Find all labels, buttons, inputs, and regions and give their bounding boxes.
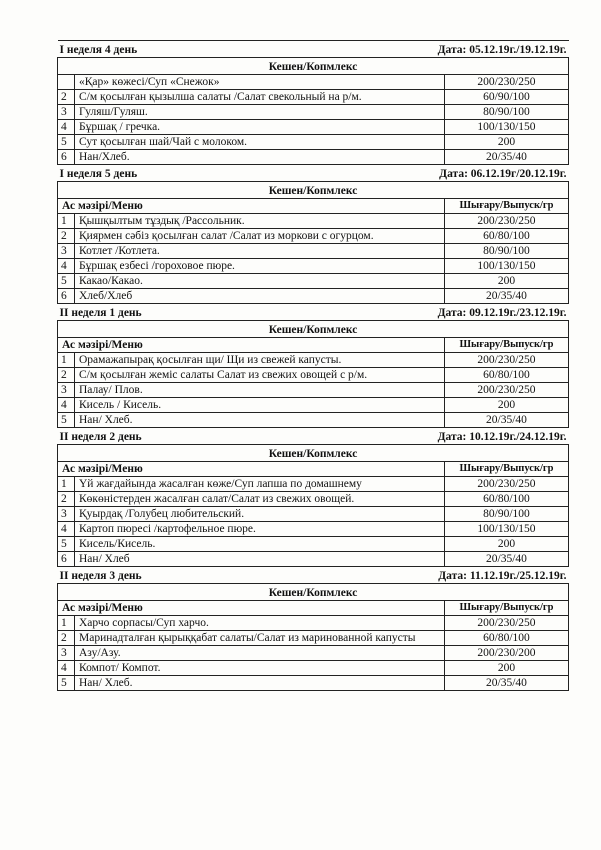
output-column-header: Шығару/Выпуск/гр <box>445 199 569 214</box>
date-label: Дата: 09.12.19г./23.12.19г. <box>437 307 567 319</box>
menu-column-header: Ас мәзірі/Меню <box>58 338 445 353</box>
complex-header: Кешен/Копмлекс <box>58 445 569 462</box>
column-header-row <box>58 601 569 616</box>
menu-row: 4 Кисель / Кисель. 200 <box>58 398 569 413</box>
menu-document <box>57 40 569 691</box>
date-label: Дата: 06.12.19г/20.12.19г. <box>439 168 567 180</box>
menu-row: 1 Қышқылтым тұздық /Рассольник. 200/230/250 <box>58 214 569 229</box>
complex-header: Кешен/Копмлекс <box>58 182 569 199</box>
menu-row: 2 С/м қосылған жеміс салаты Салат из свежих овощей с р/м. 60/80/100 <box>58 368 569 383</box>
output-column-header: Шығару/Выпуск/гр <box>445 338 569 353</box>
menu-row: 2 Көкөністерден жасалған салат/Салат из свежих овощей. 60/80/100 <box>58 492 569 507</box>
menu-column-header: Ас мәзірі/Меню <box>58 601 445 616</box>
complex-header: Кешен/Копмлекс <box>58 584 569 601</box>
menu-row: 6 Хлеб/Хлеб 20/35/40 <box>58 289 569 304</box>
menu-column-header: Ас мәзірі/Меню <box>58 462 445 477</box>
menu-row: 2 С/м қосылған қызылша салаты /Салат свекольный на р/м. 60/90/100 <box>58 90 569 105</box>
menu-column-header: Ас мәзірі/Меню <box>58 199 445 214</box>
column-header-row <box>58 462 569 477</box>
day-label: II неделя 2 день <box>59 431 142 443</box>
day-label: I неделя 4 день <box>59 44 138 56</box>
menu-row: «Қар» көжесі/Суп «Снежок» 200/230/250 <box>58 75 569 90</box>
menu-row: 5 Кисель/Кисель. 200 <box>58 537 569 552</box>
menu-row: 3 Гуляш/Гуляш. 80/90/100 <box>58 105 569 120</box>
menu-row: 4 Бұршақ езбесі /гороховое пюре. 100/130/150 <box>58 259 569 274</box>
output-column-header: Шығару/Выпуск/гр <box>445 462 569 477</box>
menu-row: 6 Нан/Хлеб. 20/35/40 <box>58 150 569 165</box>
menu-row: 1 Үй жағдайында жасалған көже/Суп лапша по домашнему 200/230/250 <box>58 477 569 492</box>
menu-row: 3 Палау/ Плов. 200/230/250 <box>58 383 569 398</box>
day-label: II неделя 1 день <box>59 307 142 319</box>
day-label: II неделя 3 день <box>59 570 142 582</box>
menu-row: 4 Компот/ Компот. 200 <box>58 661 569 676</box>
menu-row: 6 Нан/ Хлеб 20/35/40 <box>58 552 569 567</box>
output-column-header: Шығару/Выпуск/гр <box>445 601 569 616</box>
menu-row: 3 Азу/Азу. 200/230/200 <box>58 646 569 661</box>
column-header-row <box>58 199 569 214</box>
column-header-row <box>58 338 569 353</box>
menu-row: 1 Харчо сорпасы/Суп харчо. 200/230/250 <box>58 616 569 631</box>
menu-row: 4 Картоп пюресі /картофельное пюре. 100/130/150 <box>58 522 569 537</box>
date-label: Дата: 05.12.19г./19.12.19г. <box>437 44 567 56</box>
menu-row: 5 Какао/Какао. 200 <box>58 274 569 289</box>
menu-row: 5 Сут қосылған шай/Чай с молоком. 200 <box>58 135 569 150</box>
day-header <box>58 428 569 445</box>
menu-row: 2 Қиярмен сәбіз қосылған салат /Салат из моркови с огурцом. 60/80/100 <box>58 229 569 244</box>
day-label: I неделя 5 день <box>59 168 138 180</box>
menu-row: 3 Котлет /Котлета. 80/90/100 <box>58 244 569 259</box>
menu-row: 1 Орамажапырақ қосылған щи/ Щи из свежей капусты. 200/230/250 <box>58 353 569 368</box>
menu-row: 3 Қуырдақ /Голубец любительский. 80/90/100 <box>58 507 569 522</box>
day-header <box>58 567 569 584</box>
date-label: Дата: 10.12.19г./24.12.19г. <box>437 431 567 443</box>
date-label: Дата: 11.12.19г./25.12.19г. <box>438 570 567 582</box>
menu-row: 5 Нан/ Хлеб. 20/35/40 <box>58 413 569 428</box>
day-header <box>58 165 569 182</box>
complex-header: Кешен/Копмлекс <box>58 58 569 75</box>
menu-row: 5 Нан/ Хлеб. 20/35/40 <box>58 676 569 691</box>
day-header <box>58 304 569 321</box>
menu-row: 2 Маринадталған қырыққабат салаты/Салат из маринованной капусты 60/80/100 <box>58 631 569 646</box>
complex-header: Кешен/Копмлекс <box>58 321 569 338</box>
menu-table <box>57 40 569 691</box>
menu-row: 4 Бұршақ / гречка. 100/130/150 <box>58 120 569 135</box>
day-header <box>58 41 569 58</box>
